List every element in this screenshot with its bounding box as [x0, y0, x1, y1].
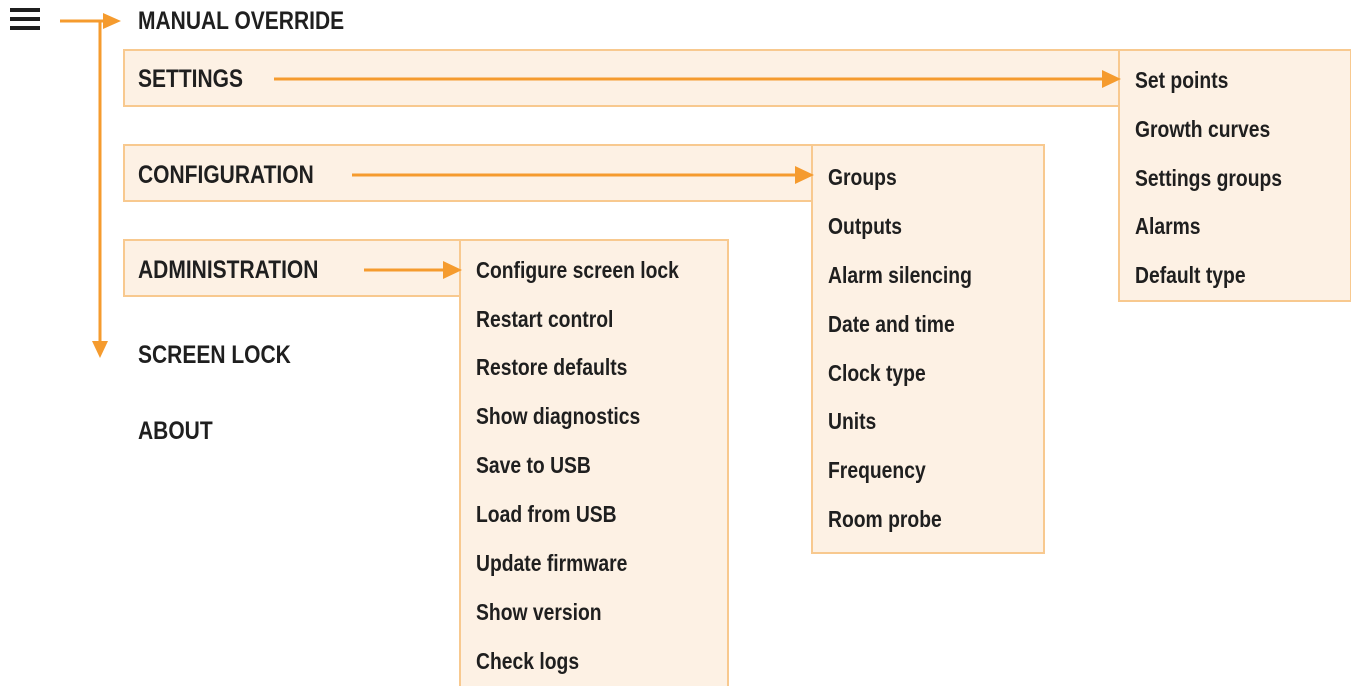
configuration-submenu-item[interactable]: Units: [828, 408, 877, 434]
arrowhead-settings: [1102, 70, 1121, 88]
administration-submenu-item[interactable]: Check logs: [476, 648, 580, 674]
settings-submenu-item[interactable]: Set points: [1135, 67, 1229, 93]
arrowhead-configuration: [795, 166, 814, 184]
menu-item-screen-lock[interactable]: SCREEN LOCK: [138, 341, 291, 369]
menu-item-manual-override[interactable]: MANUAL OVERRIDE: [138, 7, 345, 35]
administration-submenu-item[interactable]: Restart control: [476, 306, 614, 332]
configuration-submenu-item[interactable]: Date and time: [828, 311, 955, 337]
configuration-submenu-item[interactable]: Clock type: [828, 360, 926, 386]
settings-submenu-item[interactable]: Growth curves: [1135, 116, 1271, 142]
configuration-submenu-item[interactable]: Alarm silencing: [828, 262, 972, 288]
administration-submenu-item[interactable]: Update firmware: [476, 550, 628, 576]
menu-item-settings[interactable]: SETTINGS: [138, 65, 244, 93]
hamburger-icon[interactable]: [10, 8, 40, 32]
configuration-submenu-item[interactable]: Groups: [828, 164, 897, 190]
settings-submenu-item[interactable]: Default type: [1135, 262, 1246, 288]
administration-submenu-item[interactable]: Show version: [476, 599, 602, 625]
settings-submenu-item[interactable]: Settings groups: [1135, 165, 1283, 191]
menu-item-about[interactable]: ABOUT: [138, 417, 213, 445]
administration-submenu-item[interactable]: Load from USB: [476, 501, 617, 527]
arrowhead-screen-lock: [92, 341, 108, 358]
menu-item-configuration[interactable]: CONFIGURATION: [138, 161, 314, 189]
administration-submenu-item[interactable]: Restore defaults: [476, 354, 628, 380]
configuration-submenu-item[interactable]: Room probe: [828, 506, 942, 532]
administration-submenu-item[interactable]: Configure screen lock: [476, 257, 679, 283]
menu-item-administration[interactable]: ADMINISTRATION: [138, 256, 319, 284]
arrowhead-manual-override: [103, 13, 121, 29]
administration-submenu-item[interactable]: Save to USB: [476, 452, 591, 478]
arrowhead-administration: [443, 261, 462, 279]
configuration-submenu-item[interactable]: Outputs: [828, 213, 903, 239]
settings-submenu-item[interactable]: Alarms: [1135, 213, 1201, 239]
configuration-submenu-item[interactable]: Frequency: [828, 457, 926, 483]
administration-submenu-item[interactable]: Show diagnostics: [476, 403, 641, 429]
